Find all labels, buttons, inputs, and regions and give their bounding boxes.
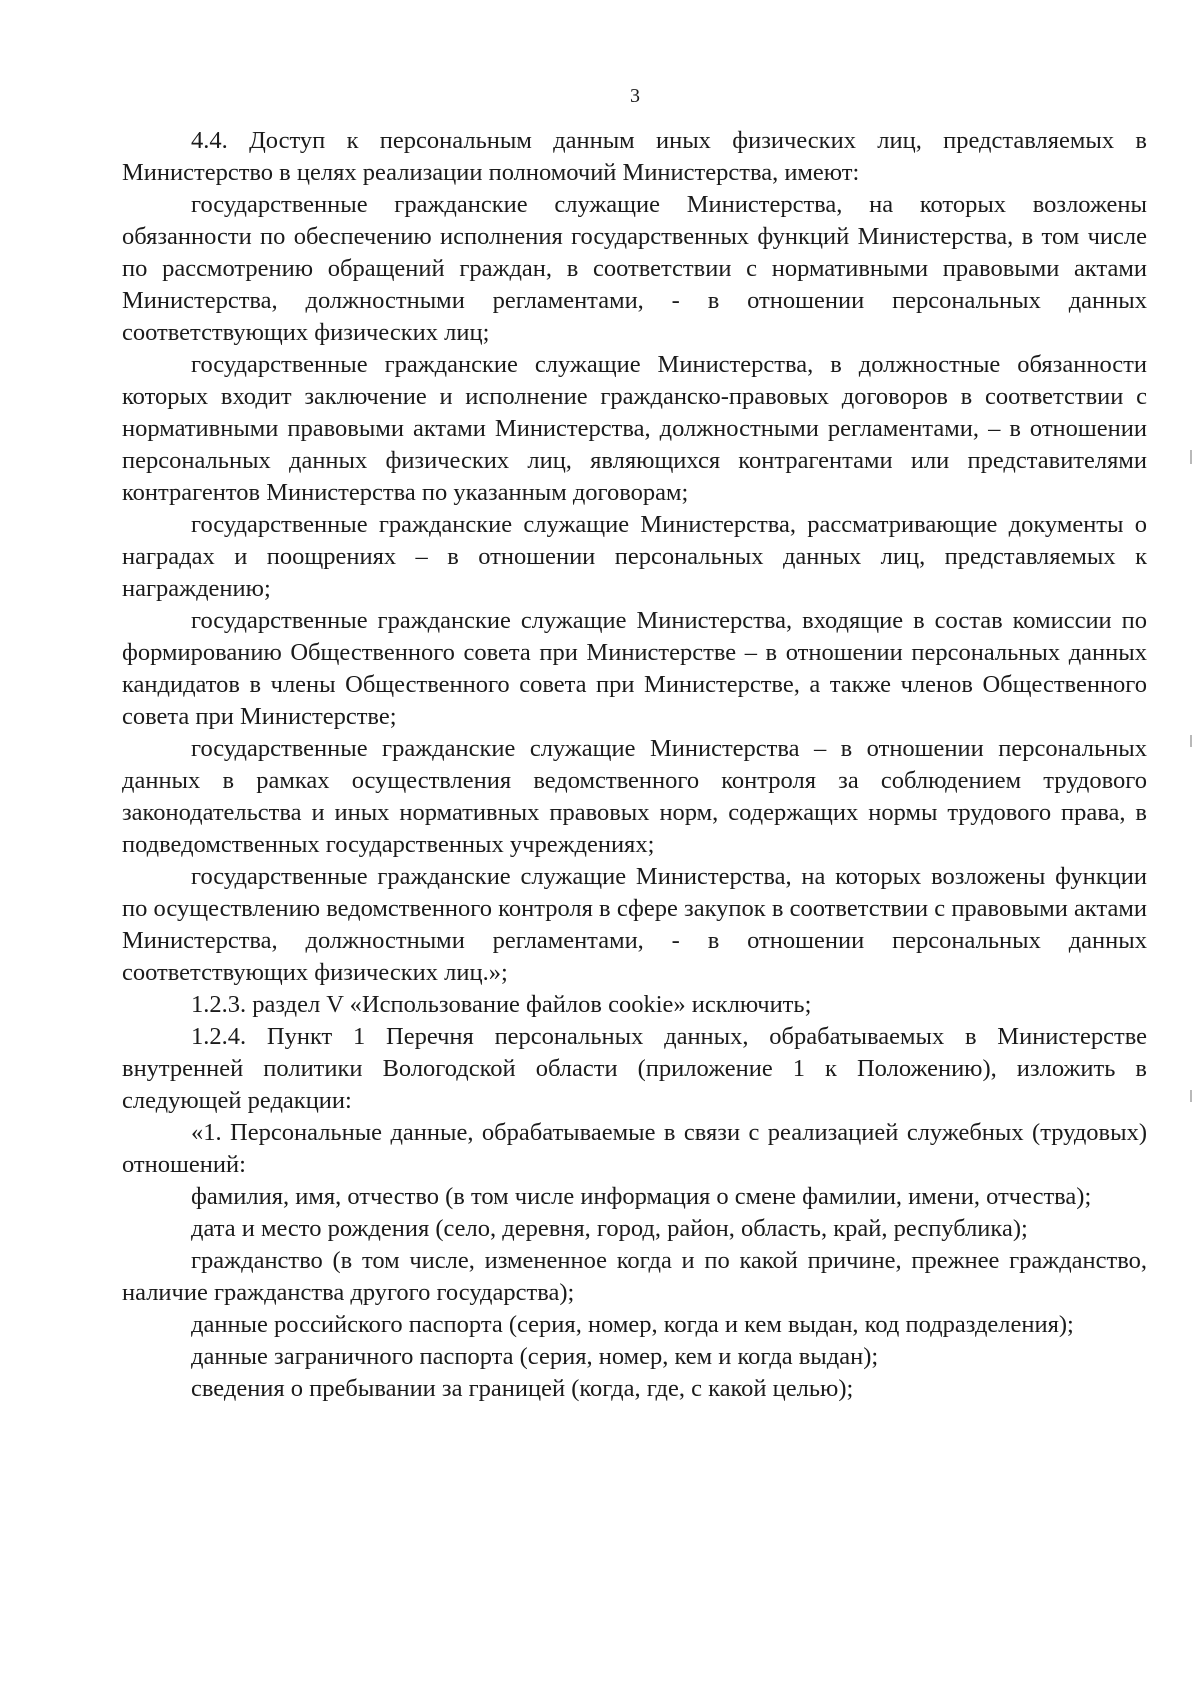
data-item-full-name: фамилия, имя, отчество (в том числе информация о смене фамилии, имени, отчества); xyxy=(191,1183,1092,1210)
document-body xyxy=(122,125,1147,1405)
list-item-civil-servants-awards: государственные гражданские служащие Министерства, рассматривающие документы о наградах и поощрениях – в отношении персональных данных лиц, представляемых к награждению; xyxy=(122,511,1147,602)
scan-edge-mark xyxy=(1190,450,1192,464)
data-item-foreign-passport: данные заграничного паспорта (серия, номер, кем и когда выдан); xyxy=(191,1343,879,1370)
data-item-russian-passport: данные российского паспорта (серия, номер, когда и кем выдан, код подразделения); xyxy=(191,1311,1074,1338)
list-item-civil-servants-public-council: государственные гражданские служащие Министерства, входящие в состав комиссии по формированию Общественного совета при Министерстве – в отношении персональных данных кандидатов в члены Общественного совета при Министерстве, а также членов Общественного совета при Министерстве; xyxy=(122,607,1147,730)
list-item-civil-servants-contracts: государственные гражданские служащие Министерства, в должностные обязанности которых входит заключение и исполнение гражданско-правовых договоров в соответствии с нормативными правовыми актами Министерства, должностными регламентами, – в отношении персональных данных физических лиц, являющихся контрагентами или представителями контрагентов Министерства по указанным договорам; xyxy=(122,351,1147,506)
data-item-stay-abroad: сведения о пребывании за границей (когда, где, с какой целью); xyxy=(191,1375,854,1402)
scan-edge-mark xyxy=(1190,1090,1192,1102)
list-item-civil-servants-labor-control: государственные гражданские служащие Министерства – в отношении персональных данных в рамках осуществления ведомственного контроля за соблюдением трудового законодательства и иных нормативных правовых норм, содержащих нормы трудового права, в подведомственных государственных учреждениях; xyxy=(122,735,1147,858)
page-number: 3 xyxy=(630,85,640,107)
paragraph-1-2-3: 1.2.3. раздел V «Использование файлов cookie» исключить; xyxy=(191,991,812,1018)
data-item-citizenship: гражданство (в том числе, измененное когда и по какой причине, прежнее гражданство, наличие гражданства другого государства); xyxy=(122,1247,1147,1306)
list-item-civil-servants-state-functions: государственные гражданские служащие Министерства, на которых возложены обязанности по обеспечению исполнения государственных функций Министерства, в том числе по рассмотрению обращений граждан, в соответствии с нормативными правовыми актами Министерства, должностными регламентами, - в отношении персональных данных соответствующих физических лиц; xyxy=(122,191,1147,346)
paragraph-1-2-4: 1.2.4. Пункт 1 Перечня персональных данных, обрабатываемых в Министерстве внутренней политики Вологодской области (приложение 1 к Положению), изложить в следующей редакции: xyxy=(122,1023,1147,1114)
paragraph-4-4-access: 4.4. Доступ к персональным данным иных физических лиц, представляемых в Министерство в целях реализации полномочий Министерства, имеют: xyxy=(122,127,1147,186)
quoted-item-1: «1. Персональные данные, обрабатываемые в связи с реализацией служебных (трудовых) отношений: xyxy=(122,1119,1147,1178)
data-item-birth: дата и место рождения (село, деревня, город, район, область, край, республика); xyxy=(191,1215,1028,1242)
scan-edge-mark xyxy=(1190,735,1192,747)
list-item-civil-servants-procurement-control: государственные гражданские служащие Министерства, на которых возложены функции по осуществлению ведомственного контроля в сфере закупок в соответствии с правовыми актами Министерства, должностными регламентами, - в отношении персональных данных соответствующих физических лиц.»; xyxy=(122,863,1147,986)
